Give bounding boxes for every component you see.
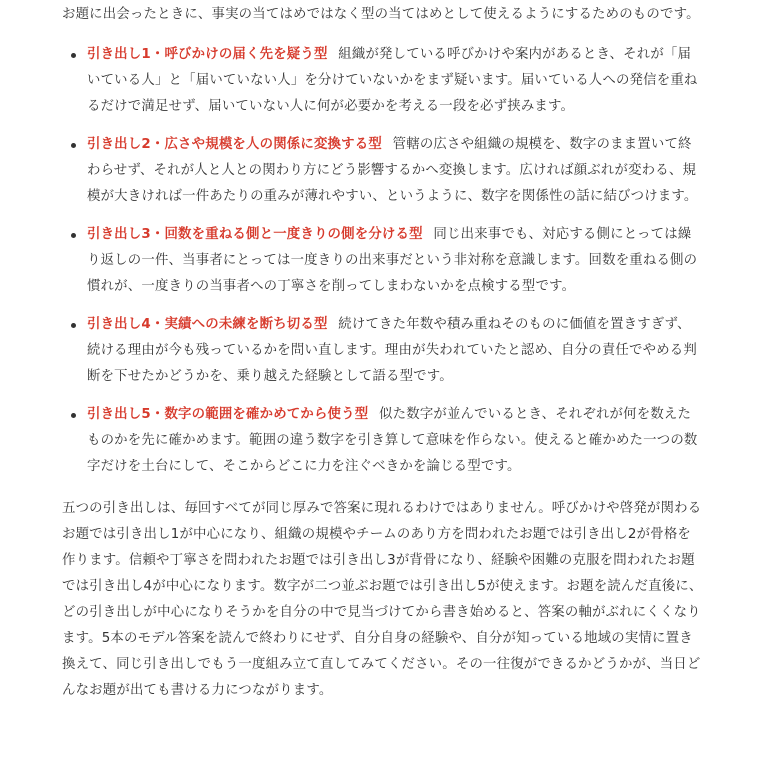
- drawer-title: 引き出し3・回数を重ねる側と一度きりの側を分ける型: [87, 227, 423, 242]
- article-body: [62, 2, 704, 704]
- drawer-title: 引き出し5・数字の範囲を確かめてから使う型: [87, 407, 369, 422]
- drawer-item-2: [62, 132, 704, 210]
- drawer-item-1: [62, 42, 704, 120]
- drawer-body: 管轄の広さや組織の規模を、数字のまま置いて終わらせず、それが人と人との関わり方にどう影響するかへ変換します。広ければ顔ぶれが変わる、規模が大きければ一件あたりの重みが薄れやすい、というように、数字を関係性の話に結びつけます。: [87, 137, 698, 204]
- drawer-item-5: [62, 402, 704, 480]
- drawer-title: 引き出し1・呼びかけの届く先を疑う型: [87, 47, 328, 62]
- drawer-body: 組織が発している呼びかけや案内があるとき、それが「届いている人」と「届いていない人」を分けていないかをまず疑います。届いている人への発信を重ねるだけで満足せず、届いていない人に何が必要かを考える一段を必ず挟みます。: [87, 47, 698, 114]
- drawer-title: 引き出し2・広さや規模を人の関係に変換する型: [87, 137, 382, 152]
- drawer-body: 似た数字が並んでいるとき、それぞれが何を数えたものかを先に確かめます。範囲の違う数字を引き算して意味を作らない。使えると確かめた一つの数字だけを土台にして、そこからどこに力を注ぐべきかを論じる型です。: [87, 407, 698, 474]
- drawer-title: 引き出し4・実績への未練を断ち切る型: [87, 317, 328, 332]
- drawer-body: 続けてきた年数や積み重ねそのものに価値を置きすぎず、続ける理由が今も残っているかを問い直します。理由が失われていたと認め、自分の責任でやめる判断を下せたかどうかを、乗り越えた経験として語る型です。: [87, 317, 697, 384]
- drawer-item-3: [62, 222, 704, 300]
- drawer-body: 同じ出来事でも、対応する側にとっては繰り返しの一件、当事者にとっては一度きりの出来事だという非対称を意識します。回数を重ねる側の慣れが、一度きりの当事者への丁寧さを削ってしまわないかを点検する型です。: [87, 227, 698, 294]
- drawer-list: [62, 42, 704, 480]
- intro-paragraph: お題に出会ったときに、事実の当てはめではなく型の当てはめとして使えるようにするためのものです。: [62, 7, 700, 22]
- summary-paragraph: 五つの引き出しは、毎回すべてが同じ厚みで答案に現れるわけではありません。呼びかけや啓発が関わるお題では引き出し1が中心になり、組織の規模やチームのあり方を問われたお題では引き出し2が骨格を作ります。信頼や丁寧さを問われたお題では引き出し3が背骨になり、経験や困難の克服を問われたお題では引き出し4が中心になります。数字が二つ並ぶお題では引き出し5が使えます。お題を読んだ直後に、どの引き出しが中心になりそうかを自分の中で見当づけてから書き始めると、答案の軸がぶれにくくなります。5本のモデル答案を読んで終わりにせず、自分自身の経験や、自分が知っている地域の実情に置き換えて、同じ引き出しでもう一度組み立て直してみてください。その一往復ができるかどうかが、当日どんなお題が出ても書ける力につながります。: [62, 501, 703, 698]
- drawer-item-4: [62, 312, 704, 390]
